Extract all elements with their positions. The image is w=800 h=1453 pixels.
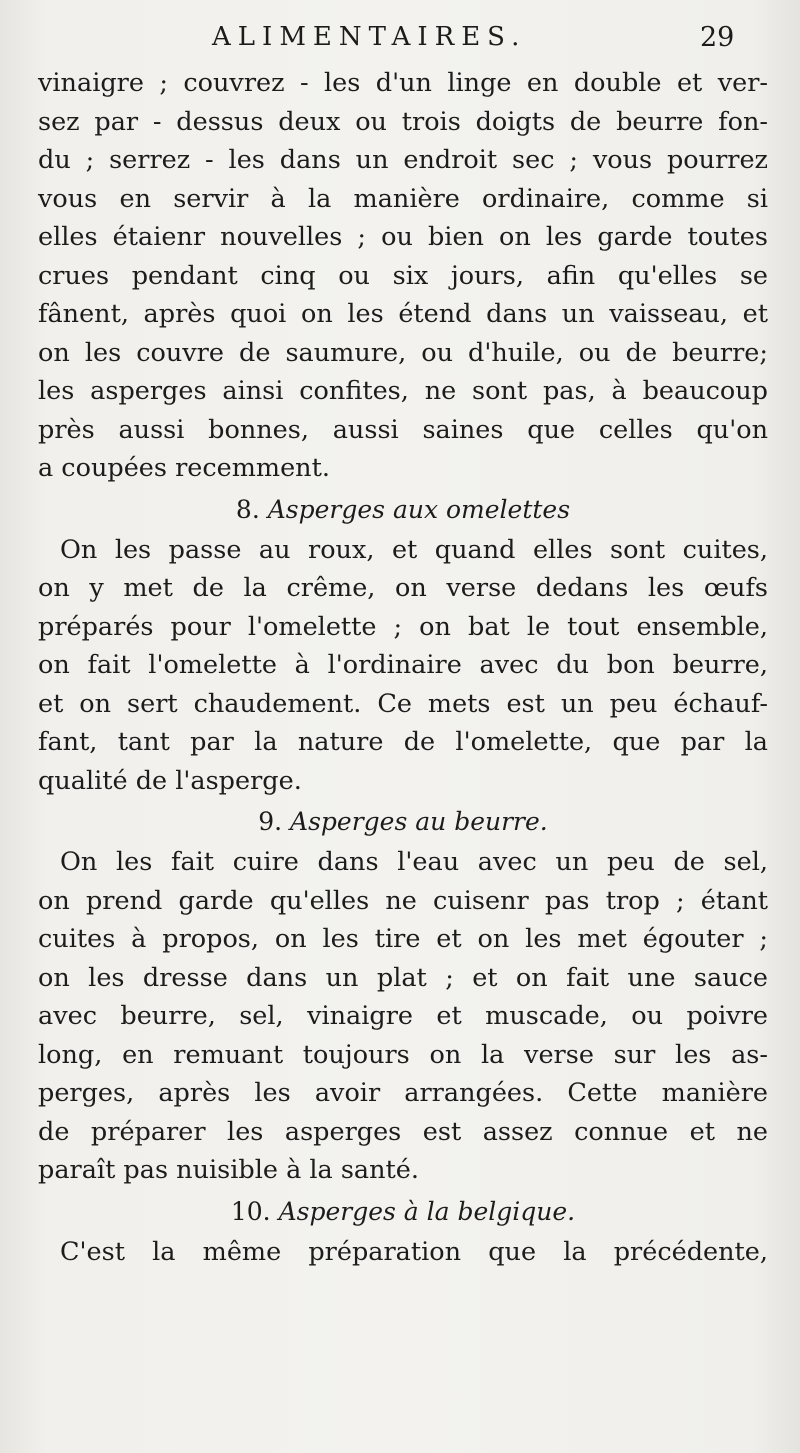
text-line: fant, tant par la nature de l'omelette, que par la <box>38 727 768 757</box>
section-9-body <box>38 843 768 1190</box>
text-line: long, en remuant toujours on la verse sur les as- <box>38 1039 768 1070</box>
section-heading-10 <box>38 1190 768 1233</box>
section-number: 9. <box>258 807 283 836</box>
text-line: on fait l'omelette à l'ordinaire avec du bon beurre, <box>38 650 768 680</box>
text-line: les asperges ainsi confites, ne sont pas, à beaucoup <box>38 376 768 406</box>
text-line: du ; serrez - les dans un endroit sec ; vous pourrez <box>38 145 768 175</box>
text-line: qualité de l'asperge. <box>38 765 302 796</box>
page-number: 29 <box>700 22 735 53</box>
section-title: Asperges à la belgique. <box>278 1196 576 1226</box>
text-line: préparés pour l'omelette ; on bat le tout ensemble, <box>38 611 768 642</box>
text-line: avec beurre, sel, vinaigre et muscade, ou poivre <box>38 1001 768 1031</box>
text-line: cuites à propos, on les tire et on les met égouter ; <box>38 924 768 954</box>
section-title: Asperges aux omelettes <box>267 494 571 524</box>
running-head: ALIMENTAIRES. <box>212 22 527 52</box>
text-line: fânent, après quoi on les étend dans un vaisseau, et <box>38 299 768 329</box>
text-line: a coupées recemment. <box>38 453 330 483</box>
section-heading-8 <box>38 488 768 531</box>
paragraph-continued <box>38 64 768 488</box>
text-line: On les fait cuire dans l'eau avec un peu de sel, <box>60 847 768 877</box>
text-line: vinaigre ; couvrez - les d'un linge en double et ver- <box>38 68 768 98</box>
text-line: On les passe au roux, et quand elles sont cuites, <box>60 534 768 565</box>
section-heading-9 <box>38 800 768 843</box>
section-title: Asperges au beurre. <box>290 807 548 836</box>
text-line: perges, après les avoir arrangées. Cette manière <box>38 1078 768 1108</box>
section-8-body <box>38 531 768 801</box>
text-block <box>38 64 768 1271</box>
text-line: paraît pas nuisible à la santé. <box>38 1155 419 1185</box>
text-line: et on sert chaudement. Ce mets est un peu échauf- <box>38 688 768 719</box>
text-line: sez par - dessus deux ou trois doigts de beurre fon- <box>38 106 768 137</box>
text-line: près aussi bonnes, aussi saines que celles qu'on <box>38 414 768 445</box>
text-line: vous en servir à la manière ordinaire, comme si <box>38 183 768 214</box>
text-line: on les dresse dans un plat ; et on fait une sauce <box>38 962 768 993</box>
section-10-body <box>38 1233 768 1272</box>
text-line: C'est la même préparation que la précédente, <box>60 1236 768 1267</box>
text-line: on prend garde qu'elles ne cuisenr pas trop ; étant <box>38 885 768 916</box>
text-line: on les couvre de saumure, ou d'huile, ou de beurre; <box>38 337 768 368</box>
text-line: de préparer les asperges est assez connue et ne <box>38 1116 768 1147</box>
text-line: on y met de la crême, on verse dedans les œufs <box>38 573 768 603</box>
section-number: 10. <box>230 1196 271 1226</box>
section-number: 8. <box>235 494 260 524</box>
text-line: elles étaienr nouvelles ; ou bien on les garde toutes <box>38 222 768 252</box>
text-line: crues pendant cinq ou six jours, afin qu'elles se <box>38 260 768 291</box>
